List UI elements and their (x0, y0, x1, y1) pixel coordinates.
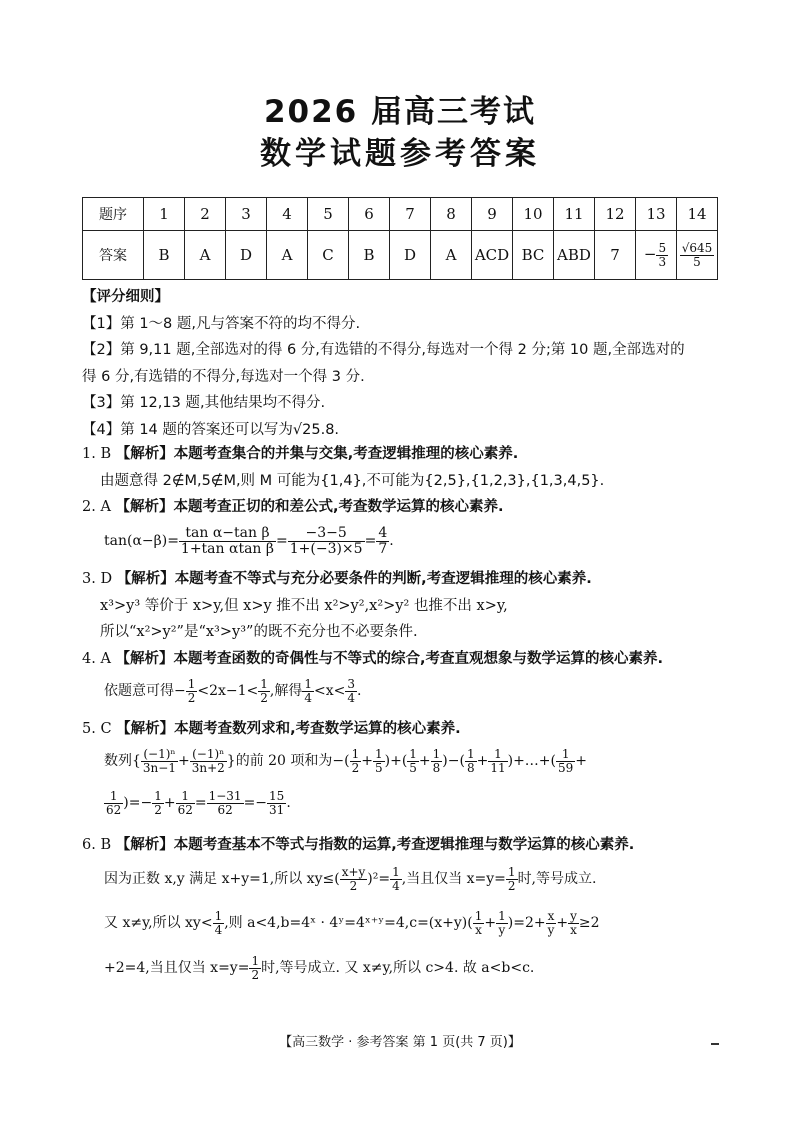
denominator: 4 (214, 922, 223, 937)
grading-rules (82, 284, 742, 443)
solution-3 (82, 566, 742, 646)
grading-rule-4: 【4】第 14 题的答案还可以写为√25.8. (82, 421, 340, 438)
question-number: 1 (144, 198, 185, 231)
fraction (258, 678, 270, 704)
numerator: 1 (507, 865, 516, 879)
grading-rule-3: 【3】第 12,13 题,其他结果均不得分. (82, 395, 326, 411)
equation-text: )²= (367, 871, 391, 888)
numerator: x (547, 909, 555, 923)
fraction (141, 748, 178, 774)
solution-text: 由题意得 2∉M,5∉M,则 M 可能为{1,4},不可能为{2,5},{1,2,3},{1,3,4,5}. (100, 472, 605, 489)
numerator: 5 (658, 240, 667, 255)
denominator: 5 (374, 760, 383, 775)
equation-text: 因为正数 x,y 满足 x+y=1,所以 xy≤( (104, 871, 340, 888)
question-number: 2 (185, 198, 226, 231)
question-number: 9 (472, 198, 513, 231)
equation-text: . (286, 795, 291, 812)
numerator: 1 (260, 677, 268, 691)
answer-cell: D (390, 231, 431, 280)
denominator: 2 (154, 802, 162, 817)
answer-key-title: 数学试题参考答案 (260, 136, 540, 172)
denominator: 62 (217, 802, 233, 817)
equation-text: + (418, 753, 431, 770)
answer-cell: B (349, 231, 390, 280)
question-label: 6. B (82, 837, 112, 853)
fraction (556, 748, 575, 774)
fraction (190, 748, 227, 774)
fraction (345, 678, 357, 704)
numerator: 1 (556, 748, 575, 762)
equation-text: . (357, 683, 362, 700)
denominator: 4 (347, 690, 356, 705)
question-number: 5 (308, 198, 349, 231)
denominator: 8 (432, 760, 441, 775)
equation-text: )=2+ (507, 915, 546, 932)
fraction (213, 910, 225, 936)
grading-heading: 【评分细则】 (82, 289, 169, 305)
numerator: 1 (104, 790, 123, 804)
fraction (350, 748, 362, 774)
numerator: 1 (304, 677, 313, 691)
question-label: 3. D (82, 571, 113, 587)
numerator: 3 (347, 677, 356, 691)
answer-cell: A (267, 231, 308, 280)
numerator: 1 (392, 865, 400, 879)
fraction (656, 242, 668, 268)
fraction (152, 790, 164, 816)
denominator: x (570, 922, 577, 937)
equation-text: ≥2 (578, 915, 600, 932)
equation-text: tan(α−β)= (104, 533, 179, 550)
denominator: 3n−1 (142, 760, 176, 775)
denominator: 2 (351, 760, 360, 775)
equation-line (104, 955, 534, 981)
equation-text: )−( (442, 753, 465, 770)
solution-1 (82, 441, 742, 494)
fraction (506, 866, 518, 892)
fraction (407, 748, 419, 774)
solution-text: 所以“x²>y²”是“x³>y³”的既不充分也不必要条件. (100, 624, 418, 640)
denominator: 1+tan αtan β (180, 540, 274, 557)
equation-text: }的前 20 项和为−( (226, 753, 350, 770)
equation-text: + (177, 753, 190, 770)
question-number: 3 (226, 198, 267, 231)
numerator: 1 (498, 909, 506, 923)
analysis-tag: 【解析】 (115, 651, 174, 667)
analysis-tag: 【解析】 (115, 446, 174, 462)
fraction (546, 910, 557, 936)
analysis-tag: 【解析】 (115, 499, 174, 515)
fraction (186, 678, 198, 704)
solution-6 (82, 832, 742, 859)
equation-text: ,则 a<4,b=4ˣ · 4ʸ=4ˣ⁺ʸ=4,c=(x+y)( (224, 915, 473, 932)
answer-row (83, 231, 718, 280)
question-number: 13 (636, 198, 677, 231)
question-number: 10 (513, 198, 554, 231)
fraction (104, 790, 123, 816)
equation-line (104, 910, 600, 936)
denominator: 8 (466, 760, 475, 775)
fraction (473, 910, 485, 936)
question-number: 6 (349, 198, 390, 231)
fraction (376, 526, 389, 556)
numerator: 1−31 (208, 789, 242, 803)
equation-text: = (276, 533, 288, 550)
denominator: 3n+2 (191, 760, 225, 775)
fraction (465, 748, 477, 774)
fraction (568, 910, 579, 936)
solution-4 (82, 646, 742, 673)
solution-heading: 本题考查基本不等式与指数的运算,考查逻辑推理与数学运算的核心素养. (173, 837, 635, 853)
solution-heading: 本题考查函数的奇偶性与不等式的综合,考查直观想象与数学运算的核心素养. (173, 651, 664, 667)
question-label: 5. C (82, 721, 112, 737)
numerator: 1 (214, 909, 223, 923)
solution-2 (82, 494, 742, 521)
fraction (249, 955, 261, 981)
equation-text: ,当且仅当 x=y= (401, 871, 506, 888)
question-number: 12 (595, 198, 636, 231)
fraction (179, 526, 276, 556)
solution-text: x³>y³ 等价于 x>y,但 x>y 推不出 x²>y²,x²>y² 也推不出 x>y, (100, 597, 508, 614)
numerator: 1 (154, 789, 162, 803)
answer-cell: ABD (554, 231, 595, 280)
question-number: 14 (677, 198, 718, 231)
numerator: 15 (269, 789, 285, 803)
fraction (176, 790, 195, 816)
equation-text: 时,等号成立. 又 x≠y,所以 c>4. 故 a<b<c. (261, 960, 535, 977)
denominator: y (498, 922, 506, 937)
equation-text: 时,等号成立. (517, 871, 597, 888)
denominator: 4 (304, 690, 313, 705)
answer-cell: B (144, 231, 185, 280)
equation-line (104, 526, 394, 556)
fraction (390, 866, 402, 892)
denominator: 59 (558, 760, 574, 775)
solution-heading: 本题考查集合的并集与交集,考查逻辑推理的核心素养. (173, 446, 519, 462)
equation-text: )=− (123, 795, 153, 812)
grading-rule-2: 【2】第 9,11 题,全部选对的得 6 分,有选错的不得分,每选对一个得 2 分;第 10 题,全部选对的 (82, 342, 685, 358)
denominator: 2 (251, 967, 260, 982)
solution-heading: 本题考查不等式与充分必要条件的判断,考查逻辑推理的核心素养. (174, 571, 592, 587)
question-number: 7 (390, 198, 431, 231)
fraction (680, 242, 715, 268)
scan-mark (711, 1043, 719, 1045)
equation-line (104, 790, 291, 816)
denominator: 5 (409, 760, 417, 775)
numerator: 1 (466, 747, 475, 761)
denominator: 7 (378, 540, 388, 557)
equation-text: )+( (384, 753, 408, 770)
answer-cell: D (226, 231, 267, 280)
question-label: 1. B (82, 446, 112, 462)
equation-text: <2x−1< (197, 683, 259, 700)
exam-title: 2026 届高三考试 (263, 94, 537, 130)
equation-text: + (361, 753, 373, 770)
answer-cell: BC (513, 231, 554, 280)
equation-text: 依题意可得− (104, 683, 186, 700)
equation-text: + (476, 753, 489, 770)
grading-rule-1: 【1】第 1～8 题,凡与答案不符的均不得分. (82, 315, 361, 332)
fraction (288, 526, 365, 556)
equation-text: <x< (314, 683, 346, 700)
equation-text: + (163, 795, 176, 812)
denominator: y (547, 922, 555, 937)
analysis-tag: 【解析】 (116, 721, 175, 737)
numerator: 1 (187, 677, 196, 691)
minus-sign: − (643, 245, 657, 263)
denominator: 2 (349, 878, 358, 893)
denominator: 4 (392, 878, 400, 893)
numerator: 1 (374, 747, 383, 761)
answer-cell: A (431, 231, 472, 280)
fraction (340, 866, 368, 892)
denominator: x (475, 922, 482, 937)
row-label: 题序 (83, 198, 144, 231)
numerator: tan α−tan β (179, 526, 276, 542)
numerator: −3−5 (288, 526, 365, 542)
equation-line (104, 866, 596, 892)
denominator: 3 (658, 254, 667, 269)
equation-text: + (556, 915, 569, 932)
denominator: 2 (260, 690, 268, 705)
fraction (431, 748, 443, 774)
solution-heading: 本题考查正切的和差公式,考查数学运算的核心素养. (173, 499, 504, 515)
numerator: y (570, 909, 577, 923)
denominator: 11 (490, 760, 506, 775)
question-number-row (83, 198, 718, 231)
numerator: 1 (351, 747, 360, 761)
analysis-tag: 【解析】 (116, 571, 175, 587)
grading-rule-2-cont: 得 6 分,有选错的不得分,每选对一个得 3 分. (82, 368, 365, 385)
denominator: 31 (269, 802, 285, 817)
answer-cell: ACD (472, 231, 513, 280)
equation-text: = (364, 533, 377, 550)
fraction (373, 748, 385, 774)
numerator: 1 (251, 954, 260, 968)
equation-text: + (484, 915, 497, 932)
equation-text: )+…+( (507, 753, 556, 770)
equation-text: + (575, 753, 588, 770)
equation-text: =− (243, 795, 268, 812)
answer-cell-13 (636, 231, 677, 280)
fraction (302, 678, 314, 704)
page-footer: 【高三数学 · 参考答案 第 1 页(共 7 页)】 (279, 1035, 521, 1050)
solution-heading: 本题考查数列求和,考查数学运算的核心素养. (174, 721, 461, 737)
numerator: 1 (474, 909, 483, 923)
numerator: (−1)ⁿ (141, 748, 178, 762)
denominator: 2 (187, 690, 196, 705)
numerator: √645 (681, 240, 713, 255)
numerator: 4 (378, 525, 388, 541)
question-number: 8 (431, 198, 472, 231)
denominator: 1+(−3)×5 (289, 540, 363, 557)
answer-cell-14 (677, 231, 718, 280)
solution-5 (82, 716, 742, 743)
equation-text: = (194, 795, 207, 812)
numerator: 1 (432, 747, 441, 761)
equation-text: ,解得 (269, 683, 303, 700)
fraction (267, 790, 286, 816)
equation-line (104, 748, 587, 774)
row-label: 答案 (83, 231, 144, 280)
equation-text: . (389, 533, 394, 550)
question-number: 4 (267, 198, 308, 231)
equation-line (104, 678, 361, 704)
answer-table (82, 197, 718, 280)
numerator: (−1)ⁿ (190, 748, 227, 762)
fraction (488, 748, 507, 774)
numerator: 1 (488, 748, 507, 762)
equation-text: +2=4,当且仅当 x=y= (104, 960, 250, 977)
question-label: 4. A (82, 651, 111, 667)
answer-cell: A (185, 231, 226, 280)
denominator: 62 (177, 802, 193, 817)
equation-text: 又 x≠y,所以 xy< (104, 915, 213, 932)
denominator: 2 (507, 878, 516, 893)
answer-cell: 7 (595, 231, 636, 280)
question-number: 11 (554, 198, 595, 231)
fraction (496, 910, 508, 936)
fraction (207, 790, 244, 816)
question-label: 2. A (82, 499, 111, 515)
answer-cell: C (308, 231, 349, 280)
numerator: 1 (409, 747, 417, 761)
equation-text: 数列{ (104, 753, 141, 770)
numerator: x+y (341, 865, 366, 879)
analysis-tag: 【解析】 (115, 837, 174, 853)
denominator: 62 (106, 802, 122, 817)
denominator: 5 (693, 254, 701, 269)
numerator: 1 (176, 790, 195, 804)
